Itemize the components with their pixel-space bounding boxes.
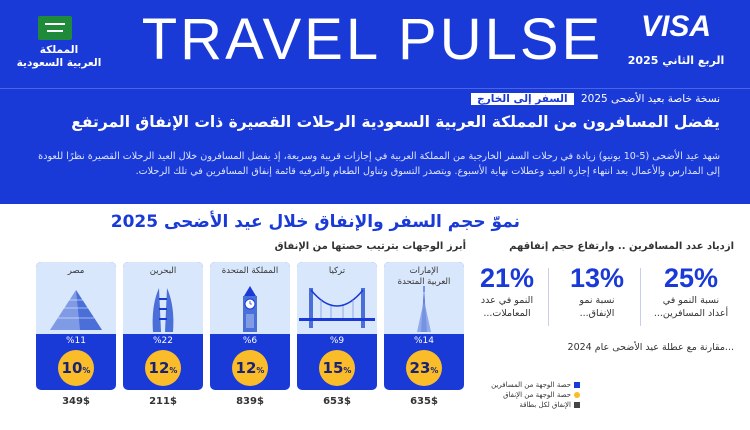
spend-share-badge: 12% (145, 350, 181, 386)
spend-share-badge: 15% (319, 350, 355, 386)
spend-per-card: 839$ (236, 396, 264, 407)
spend-per-card: 653$ (323, 396, 351, 407)
visa-logo: VISA (640, 10, 712, 43)
destination-card-uk (210, 262, 290, 390)
stat-value: 21% (479, 263, 535, 293)
stat-label: الإنفاق... (579, 308, 615, 319)
stat-value: 13% (569, 263, 625, 293)
legend-card-spend-swatch (574, 402, 580, 408)
main-section (0, 204, 750, 430)
quarter-label: الربع الثاني 2025 (627, 54, 725, 67)
saudi-flag-icon (38, 16, 72, 40)
pyramid-icon (36, 286, 116, 332)
legend-travelers-swatch (574, 382, 580, 388)
main-title: نموّ حجم السفر والإنفاق خلال عيد الأضحى 2025 (110, 212, 520, 232)
stat-label: نسبة النمو في (662, 295, 720, 306)
stat-transactions (468, 262, 546, 320)
bahrain-tower-icon (123, 286, 203, 332)
travelers-share: %9 (329, 336, 345, 346)
travelers-share: %11 (65, 336, 86, 346)
legend-spend-swatch (574, 392, 580, 398)
destination-name: مصر (67, 266, 85, 276)
destination-card-uae (384, 262, 464, 390)
headline: يفضل المسافرون من المملكة العربية السعودية الرحلات القصيرة ذات الإنفاق المرتفع (71, 113, 720, 131)
stat-divider (548, 268, 549, 326)
stat-spend (558, 262, 636, 320)
spend-share-badge: 12% (232, 350, 268, 386)
spend-per-card: 349$ (62, 396, 90, 407)
destination-name: المملكة المتحدة (221, 266, 279, 276)
stat-label: النمو في عدد (480, 295, 534, 306)
destinations-title: أبرز الوجهات بترتيب حصتها من الإنفاق (274, 241, 466, 252)
header (0, 0, 750, 88)
destination-name: تركيا (328, 266, 346, 276)
stat-label: المعاملات... (483, 308, 531, 319)
destination-card-bahrain (123, 262, 203, 390)
destination-card-egypt (36, 262, 116, 390)
country-line-2: العربية السعودية (16, 57, 102, 69)
stat-value: 25% (663, 263, 719, 293)
legend (491, 380, 580, 410)
travelers-share: %6 (242, 336, 258, 346)
spend-share-badge: 10% (58, 350, 94, 386)
bosphorus-bridge-icon (297, 286, 377, 332)
country-line-1: المملكة (39, 44, 79, 56)
burj-khalifa-icon (384, 286, 464, 332)
legend-item: حصة الوجهة من المسافرين (491, 380, 580, 390)
destination-name: الإمارات العربية المتحدة (397, 266, 451, 287)
travelers-share: %22 (152, 336, 173, 346)
edition-line (471, 93, 720, 105)
destination-name: البحرين (149, 266, 177, 276)
legend-item: حصة الوجهة من الإنفاق (491, 390, 580, 400)
stat-label: نسبة نمو (579, 295, 615, 306)
edition-tag: السفر إلى الخارج (471, 93, 573, 105)
country-label (14, 44, 104, 70)
stats-title: ازدياد عدد المسافرين .. وارتفاع حجم إنفاقهم (509, 241, 734, 252)
legend-item: الإنفاق لكل بطاقة (491, 400, 580, 410)
intro-section (0, 88, 750, 204)
report-title: TRAVEL PULSE (141, 7, 604, 72)
travelers-share: %14 (413, 336, 434, 346)
stat-travelers (652, 262, 730, 320)
spend-per-card: 635$ (410, 396, 438, 407)
spend-share-badge: 23% (406, 350, 442, 386)
intro-body: شهد عيد الأضحى (5-10 يونيو) زيادة في رحلات السفر الخارجية من المملكة العربية في إجازات قريبة وسريعة، إذ يفضل المسافرون خلال العيد الرحلات القصيرة نظرًا للعودة إلى المدارس والأعمال بعد انتهاء إجازة العيد وعطلات نهاية الأسبوع. ويتصدر التسوق وتناول الطعام والترفيه قائمة إنفاق المسافرين في تلك الرحلات. (38, 151, 720, 177)
edition-text: نسخة خاصة بعيد الأضحى 2025 (580, 93, 720, 105)
stat-divider (640, 268, 641, 326)
big-ben-icon (210, 286, 290, 332)
stat-label: أعداد المسافرين... (653, 308, 729, 319)
spend-per-card: 211$ (149, 396, 177, 407)
comparison-note: ...مقارنة مع عطلة عيد الأضحى عام 2024 (567, 342, 734, 353)
destination-card-turkey (297, 262, 377, 390)
